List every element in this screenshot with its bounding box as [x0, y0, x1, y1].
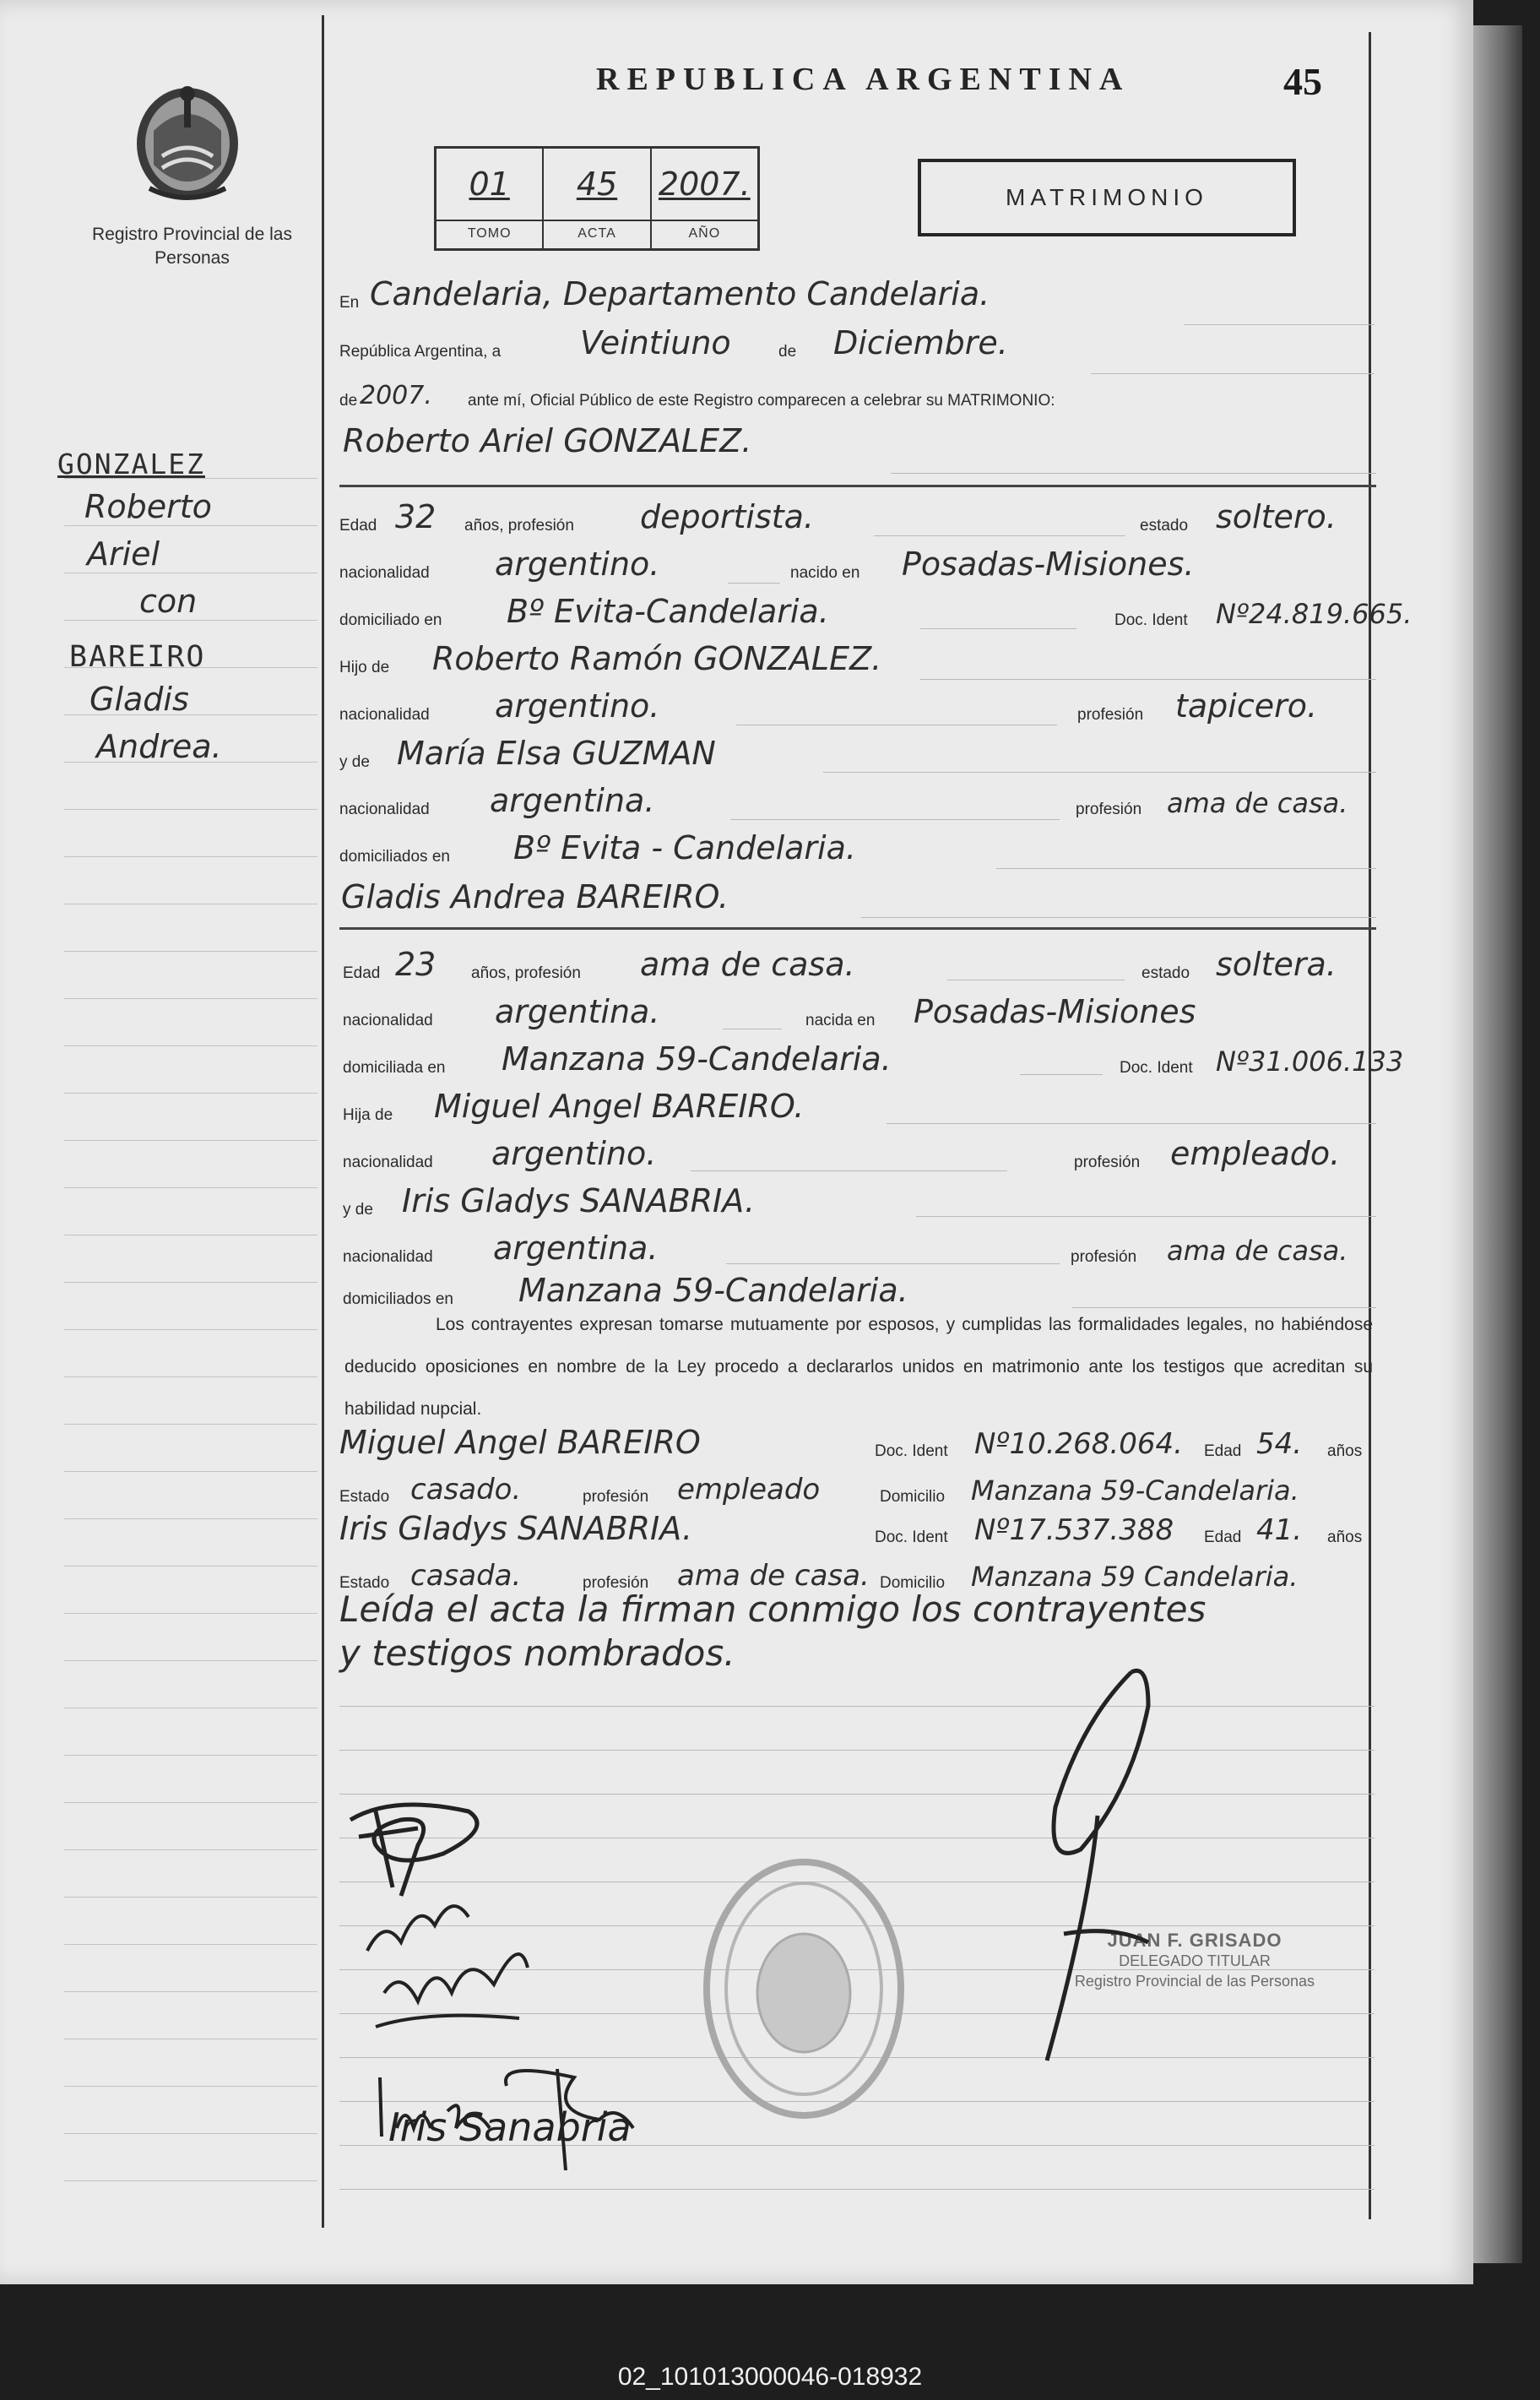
witness-2-profession: ama de casa.: [677, 1559, 870, 1593]
margin-ruled-line: [64, 809, 317, 810]
groom-mother-nac: argentina.: [490, 782, 655, 819]
bride-father: Miguel Angel BAREIRO.: [434, 1088, 805, 1125]
label-edad: Edad: [339, 517, 377, 535]
label-estado: Estado: [339, 1574, 390, 1592]
witness-2-name: Iris Gladys SANABRIA.: [339, 1510, 693, 1547]
groom-father-nac: argentino.: [495, 687, 660, 725]
label-doc: Doc. Ident: [875, 1529, 948, 1546]
margin-line: Gladis: [89, 681, 189, 718]
bride-mother-prof: ama de casa.: [1167, 1235, 1348, 1267]
label-estado: estado: [1140, 517, 1189, 535]
groom-nacionalidad: argentino.: [495, 546, 660, 583]
statement: ante mí, Oficial Público de este Registro comparecen a celebrar su MATRIMONIO:: [468, 392, 1055, 410]
label-domicilio: Domicilio: [880, 1488, 946, 1506]
margin-ruled-line: [64, 1755, 317, 1756]
margin-ruled-line: [64, 1093, 317, 1094]
margin-ruled-line: [64, 1566, 317, 1567]
row-bride-nacionalidad: [339, 988, 1319, 1037]
margin-ruled-line: [64, 1376, 317, 1377]
margin-ruled-line: [64, 1471, 317, 1472]
official-seal-icon: [701, 1854, 908, 2124]
closing-line-1: Leída el acta la firman conmigo los contrayentes: [339, 1588, 1207, 1630]
label-doc: Doc. Ident: [1114, 611, 1188, 629]
row-bride-father-nac: [339, 1130, 1341, 1179]
label-estado: Estado: [339, 1488, 390, 1506]
margin-line: con: [139, 583, 198, 620]
label-anos: años: [1327, 1529, 1363, 1546]
official-title: DELEGADO TITULAR: [1119, 1952, 1271, 1969]
row-year: [339, 368, 1319, 417]
margin-ruled-line: [64, 1660, 317, 1661]
witness-2-doc: Nº17.537.388: [974, 1513, 1174, 1547]
label-republica: República Argentina, a: [339, 343, 502, 361]
label-profesion: profesión: [1077, 706, 1144, 724]
bride-doc: Nº31.006.133: [1216, 1045, 1404, 1078]
bride-mother-nac: argentina.: [493, 1230, 659, 1267]
registry-name: Registro Provincial de las Personas: [92, 225, 292, 268]
margin-ruled-line: [64, 2180, 317, 2181]
bride-nacionalidad: argentina.: [495, 993, 660, 1030]
margin-ruled-line: [64, 1424, 317, 1425]
label-nacionalidad: nacionalidad: [343, 1154, 433, 1171]
body-ruled-line: [339, 1750, 1375, 1751]
tomo-label: TOMO: [467, 226, 512, 241]
row-groom-father: [339, 635, 1319, 684]
ano-cell: [652, 149, 757, 248]
label-nacido: nacido en: [790, 564, 860, 582]
country-heading: REPUBLICA ARGENTINA: [596, 62, 1131, 97]
groom-mother-prof: ama de casa.: [1167, 787, 1348, 819]
value-month: Diciembre.: [833, 324, 1008, 361]
witness-2-estado: casada.: [410, 1559, 522, 1593]
image-filename: 02_101013000046-018932: [0, 2354, 1540, 2400]
groom-father: Roberto Ramón GONZALEZ.: [432, 640, 882, 677]
witness-2-age: 41.: [1256, 1513, 1303, 1547]
groom-parents-dom: Bº Evita - Candelaria.: [513, 829, 856, 866]
margin-line: BAREIRO: [69, 640, 206, 674]
groom-domicilio: Bº Evita-Candelaria.: [507, 593, 829, 630]
label-anos-profesion: años, profesión: [471, 964, 581, 982]
label-y-de: y de: [343, 1201, 373, 1219]
document-type-box: MATRIMONIO: [918, 159, 1296, 236]
bride-profession: ama de casa.: [640, 946, 855, 983]
margin-line: Ariel: [87, 535, 160, 573]
row-bride-name: [339, 873, 1319, 922]
groom-name: Roberto Ariel GONZALEZ.: [343, 422, 752, 459]
label-doc: Doc. Ident: [1120, 1059, 1193, 1077]
groom-age: 32: [395, 498, 437, 535]
row-bride-father: [339, 1083, 1319, 1132]
margin-ruled-line: [64, 1140, 317, 1141]
margin-ruled-line: [64, 1518, 317, 1519]
signature-official-icon: [1030, 1655, 1182, 2077]
label-anos: años: [1327, 1442, 1363, 1460]
label-edad: Edad: [1204, 1442, 1242, 1460]
margin-ruled-line: [64, 2086, 317, 2087]
margin-ruled-line: [64, 1187, 317, 1188]
bride-father-nac: argentino.: [491, 1135, 657, 1172]
margin-ruled-line: [64, 1944, 317, 1945]
tomo-value: 01: [437, 149, 542, 221]
label-edad: Edad: [343, 964, 381, 982]
bride-name: Gladis Andrea BAREIRO.: [341, 878, 729, 915]
label-nacionalidad: nacionalidad: [339, 706, 430, 724]
label-domicilio: Domicilio: [880, 1574, 946, 1592]
margin-ruled-line: [64, 1613, 317, 1614]
witness-1-estado: casado.: [410, 1473, 522, 1507]
acta-cell: [544, 149, 651, 248]
signature-bride-icon: [350, 1866, 553, 2035]
margin-ruled-line: [64, 620, 317, 621]
bride-birthplace: Posadas-Misiones: [914, 993, 1196, 1030]
margin-ruled-line: [64, 998, 317, 999]
label-nacida: nacida en: [805, 1012, 876, 1029]
label-domicilio: domiciliada en: [343, 1059, 446, 1077]
margin-ruled-line: [64, 1897, 317, 1898]
margin-ruled-line: [64, 1329, 317, 1330]
witness-1-domicilio: Manzana 59-Candelaria.: [971, 1474, 1299, 1507]
label-hijo: Hijo de: [339, 659, 390, 676]
label-estado: estado: [1141, 964, 1190, 982]
margin-ruled-line: [64, 1849, 317, 1850]
acta-label: ACTA: [578, 226, 616, 241]
book-page-edge: [1473, 25, 1522, 2263]
declaration-paragraph: Los contrayentes expresan tomarse mutuamente por esposos, y cumplidas las formalidades legales, no habiéndose deducido oposiciones en nombre de la Ley procedo a declararlos unidos en matrimonio ante los testigos que acreditan su habilidad nupcial.: [344, 1315, 1373, 1419]
bride-estado: soltera.: [1216, 946, 1337, 983]
value-place: Candelaria, Departamento Candelaria.: [370, 275, 990, 312]
registry-reference-box: [434, 146, 760, 251]
row-witness-1: [339, 1419, 1363, 1468]
label-profesion: profesión: [1074, 1154, 1141, 1171]
groom-profession: deportista.: [640, 498, 815, 535]
value-year: 2007.: [360, 381, 432, 410]
row-date: [339, 319, 1319, 368]
signature-witness-2-icon: [363, 2052, 667, 2170]
label-profesion: profesión: [583, 1574, 649, 1592]
margin-ruled-line: [64, 1282, 317, 1283]
signature-witness-2-text: Iris Sanabria: [388, 2104, 632, 2150]
ano-label: AÑO: [688, 226, 721, 241]
label-profesion: profesión: [1071, 1248, 1137, 1266]
bride-domicilio: Manzana 59-Candelaria.: [502, 1040, 892, 1078]
witness-1-age: 54.: [1256, 1427, 1303, 1461]
groom-birthplace: Posadas-Misiones.: [902, 546, 1195, 583]
witness-2-domicilio: Manzana 59 Candelaria.: [971, 1561, 1299, 1593]
label-doc: Doc. Ident: [875, 1442, 948, 1460]
row-place: [339, 270, 1319, 319]
row-witness-2: [339, 1505, 1363, 1554]
row-groom-name: [339, 417, 1319, 466]
label-de: de: [778, 343, 797, 361]
body-ruled-line: [339, 2189, 1375, 2190]
label-nacionalidad: nacionalidad: [343, 1248, 433, 1266]
bride-mother: Iris Gladys SANABRIA.: [402, 1182, 756, 1219]
margin-line: GONZALEZ: [57, 448, 205, 481]
value-day: Veintiuno: [580, 324, 731, 361]
acta-value: 45: [544, 149, 649, 221]
label-nacionalidad: nacionalidad: [343, 1012, 433, 1029]
row-bride-domicilio: [339, 1035, 1404, 1084]
margin-ruled-line: [64, 856, 317, 857]
tomo-cell: [437, 149, 544, 248]
row-groom-edad: [339, 493, 1337, 542]
label-domiciliados: domiciliados en: [343, 1290, 453, 1308]
label-nacionalidad: nacionalidad: [339, 801, 430, 818]
row-groom-domicilio: [339, 588, 1413, 637]
row-groom-nacionalidad: [339, 540, 1319, 589]
margin-ruled-line: [64, 1802, 317, 1803]
label-hija: Hija de: [343, 1106, 393, 1124]
witness-1-doc: Nº10.268.064.: [974, 1427, 1183, 1461]
groom-doc: Nº24.819.665.: [1216, 598, 1413, 630]
margin-ruled-line: [64, 1991, 317, 1992]
label-profesion: profesión: [1076, 801, 1142, 818]
groom-mother: María Elsa GUZMAN: [397, 735, 716, 772]
witness-1-profession: empleado: [677, 1473, 821, 1507]
bride-parents-dom: Manzana 59-Candelaria.: [518, 1272, 908, 1309]
margin-ruled-line: [64, 1045, 317, 1046]
official-name: JUAN F. GRISADO: [1107, 1930, 1282, 1951]
label-de-year: de: [339, 392, 358, 410]
label-nacionalidad: nacionalidad: [339, 564, 430, 582]
bride-father-prof: empleado.: [1170, 1135, 1341, 1172]
margin-ruled-line: [64, 2133, 317, 2134]
provincial-coat-of-arms-icon: [128, 80, 247, 207]
label-en: En: [339, 294, 360, 312]
left-vertical-rule: [322, 15, 324, 2228]
ano-value: 2007.: [652, 149, 757, 221]
closing-line-2: y testigos nombrados.: [339, 1632, 735, 1674]
margin-line: Roberto: [84, 488, 212, 525]
body-ruled-line: [339, 1706, 1375, 1707]
margin-ruled-line: [64, 525, 317, 526]
row-groom-parents-dom: [339, 824, 1319, 873]
row-bride-edad: [339, 941, 1337, 990]
margin-line: Andrea.: [96, 728, 222, 765]
label-anos-profesion: años, profesión: [464, 517, 574, 535]
official-office: Registro Provincial de las Personas: [1074, 1973, 1315, 1990]
label-domiciliados: domiciliados en: [339, 848, 450, 866]
page-number: 45: [1283, 60, 1322, 103]
groom-estado: soltero.: [1216, 498, 1337, 535]
label-edad: Edad: [1204, 1529, 1242, 1546]
label-profesion: profesión: [583, 1488, 649, 1506]
margin-ruled-line: [64, 951, 317, 952]
groom-father-prof: tapicero.: [1175, 687, 1318, 725]
row-bride-mother: [339, 1177, 1319, 1226]
label-y-de: y de: [339, 753, 370, 771]
witness-1-name: Miguel Angel BAREIRO: [339, 1424, 701, 1461]
bride-age: 23: [395, 946, 437, 983]
right-vertical-rule: [1369, 32, 1371, 2219]
label-domicilio: domiciliado en: [339, 611, 442, 629]
